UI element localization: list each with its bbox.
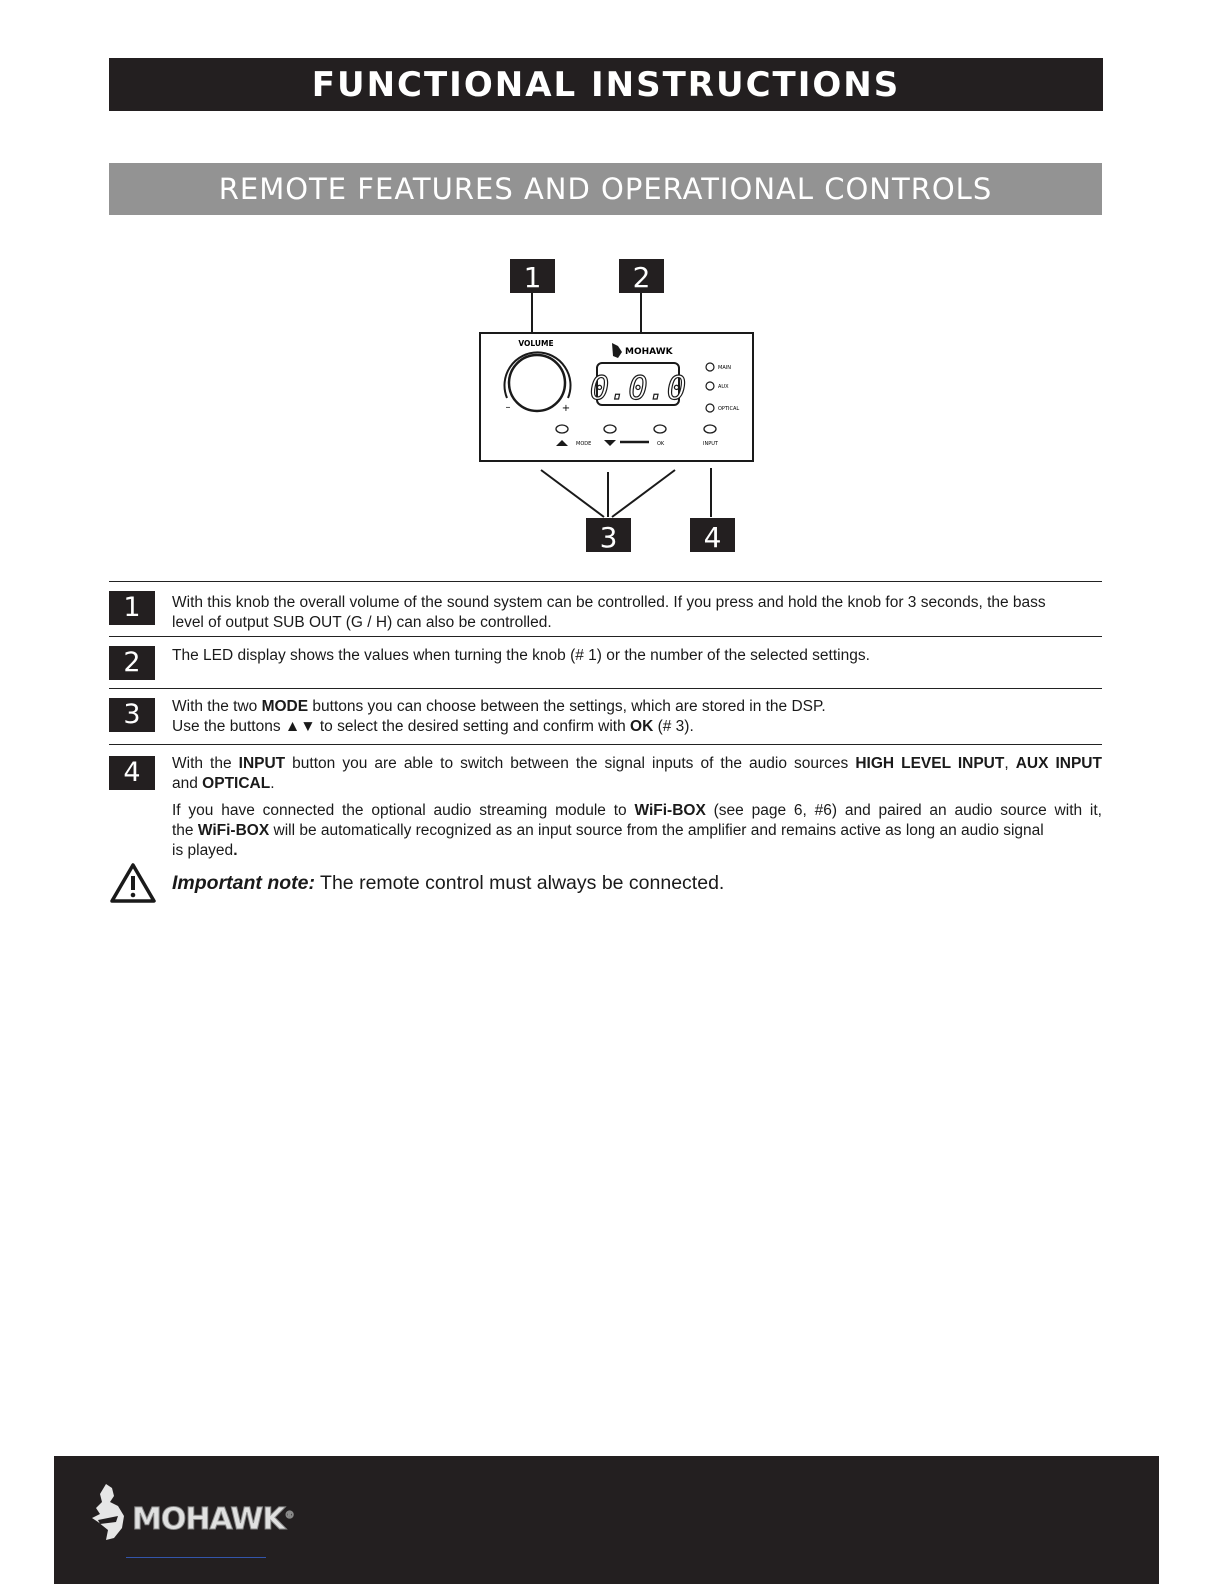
plus-label: +: [561, 403, 571, 414]
svg-text:AUX: AUX: [718, 384, 729, 390]
ok-button[interactable]: [654, 425, 666, 433]
mohawk-head-icon: [88, 1482, 134, 1544]
callout-3: [586, 518, 631, 554]
svg-text:1: 1: [523, 261, 542, 294]
feature-1-text: With this knob the overall volume of the sound system can be controlled. If you press and hold the knob for 3 seconds, the bass level of output SUB OUT (G / H) can also be controlled.: [172, 594, 1046, 631]
callout-1: [510, 259, 555, 294]
volume-label: VOLUME: [518, 339, 554, 348]
feature-2: [109, 636, 1102, 689]
feature-1: [109, 581, 1102, 637]
svg-text:2: 2: [632, 261, 651, 294]
arrow-icons: ▲▼: [284, 718, 316, 735]
important-note: [109, 860, 1102, 905]
input-button[interactable]: [704, 425, 716, 433]
callout-2: [619, 259, 664, 294]
svg-text:4: 4: [703, 521, 722, 554]
volume-knob[interactable]: [509, 355, 565, 411]
ok-label: OK: [657, 441, 665, 447]
footer-link-line: [126, 1557, 266, 1558]
mode-down-button[interactable]: [604, 425, 616, 433]
indicator-optical: [706, 404, 739, 412]
feature-number-4: 4: [109, 756, 155, 790]
page-title: FUNCTIONAL INSTRUCTIONS: [109, 58, 1103, 111]
feature-3-text: With the two MODE buttons you can choose between the settings, which are stored in the DSP. Use the buttons ▲▼ to select the desired setting and confirm with OK (# 3).: [172, 698, 826, 735]
feature-number-3: 3: [109, 698, 155, 732]
indicator-main: [706, 363, 731, 371]
minus-label: –: [505, 402, 511, 413]
note-text: Important note: The remote control must always be connected.: [172, 872, 725, 894]
feature-number-2: 2: [109, 646, 155, 680]
remote-diagram: [470, 255, 770, 560]
svg-text:MOHAWK: MOHAWK: [625, 347, 673, 357]
warning-icon: [109, 862, 157, 904]
svg-text:OPTICAL: OPTICAL: [718, 406, 740, 412]
mode-up-button[interactable]: [556, 425, 568, 433]
feature-4-text: With the INPUT button you are able to switch between the signal inputs of the audio sources HIGH LEVEL INPUT, AUX INPUT and OPTICAL. If you have connected the optional audio streaming module to WiFi-BOX (see page 6, #6) and paired an audio source with it, the WiFi-BOX will be automatically recognized as an input source from the amplifier and remains active as long an audio signal is played.: [172, 755, 1102, 859]
feature-number-1: 1: [109, 591, 155, 625]
feature-4: [109, 744, 1102, 861]
feature-3: [109, 688, 1102, 745]
svg-text:3: 3: [599, 521, 618, 554]
svg-text:MAIN: MAIN: [718, 365, 731, 371]
indicator-aux: [706, 382, 729, 390]
mode-label: MODE: [576, 441, 592, 447]
led-display-value: 0.0.0: [589, 369, 687, 407]
callout-4: [690, 518, 735, 554]
input-label: INPUT: [703, 441, 718, 447]
section-title: REMOTE FEATURES AND OPERATIONAL CONTROLS: [109, 163, 1102, 215]
footer-logo: MOHAWK®: [132, 1502, 294, 1537]
feature-2-text: The LED display shows the values when turning the knob (# 1) or the number of the selected settings.: [172, 647, 870, 664]
